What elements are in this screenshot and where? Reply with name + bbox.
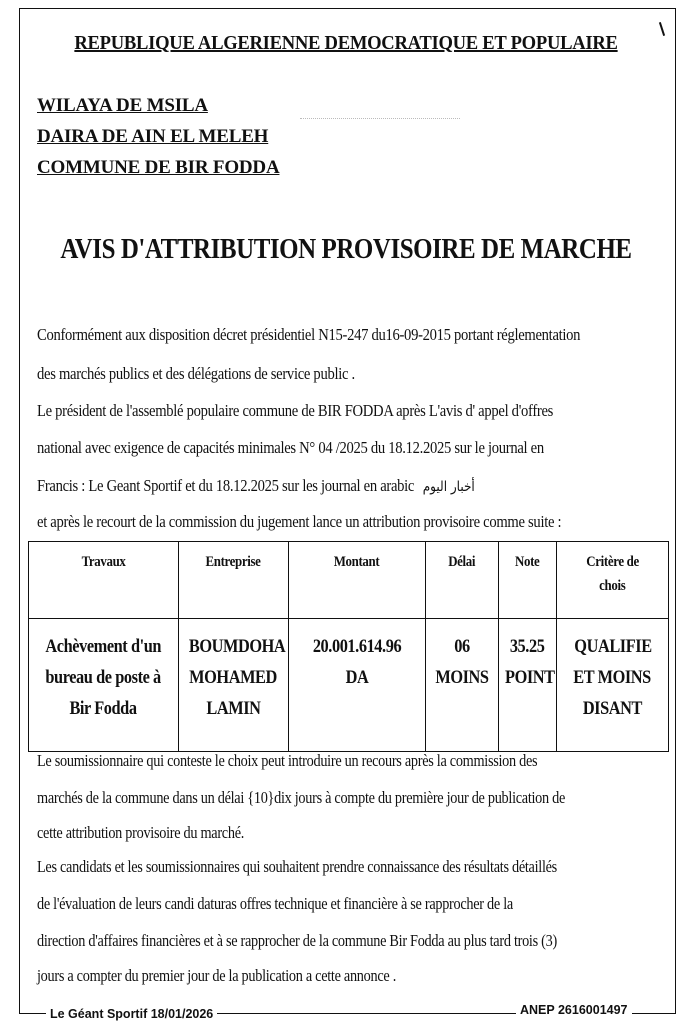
header-montant: Montant (289, 542, 426, 619)
header-critere: Critère de chois (557, 542, 669, 619)
intro-line-5-text: Francis : Le Geant Sportif et du 18.12.2025 sur les journal en arabic (37, 476, 415, 495)
intro-line-3: Le président de l'assemblé populaire commune de BIR FODDA après L'avis d' appel d'offres (37, 401, 554, 420)
daira-line: DAIRA DE AIN EL MELEH (37, 126, 269, 147)
republic-heading: REPUBLIQUE ALGERIENNE DEMOCRATIQUE ET POPULAIRE (74, 32, 618, 54)
header-travaux: Travaux (29, 542, 179, 619)
closing-line-6: direction d'affaires financières et à se rapprocher de la commune Bir Fodda au plus tard trois (3) (37, 931, 557, 950)
header-note: Note (499, 542, 557, 619)
wilaya-line: WILAYA DE MSILA (37, 95, 208, 116)
award-table (28, 541, 669, 752)
cell-delai: 06 MOINS (426, 619, 499, 752)
intro-line-4: national avec exigence de capacités minimales N° 04 /2025 du 18.12.2025 sur le journal en (37, 438, 544, 457)
faint-dotted-line (300, 118, 460, 119)
closing-line-5: de l'évaluation de leurs candi daturas offres technique et financière à se rapprocher de la (37, 894, 513, 913)
table-header-row (29, 542, 669, 619)
cell-note: 35.25 POINT (499, 619, 557, 752)
table-row (29, 619, 669, 752)
closing-line-7: jours a compter du premier jour de la publication a cette annonce . (37, 966, 396, 985)
cell-entreprise: BOUMDOHA MOHAMED LAMIN (179, 619, 289, 752)
closing-line-4: Les candidats et les soumissionnaires qui souhaitent prendre connaissance des résultats détaillés (37, 857, 557, 876)
cell-travaux: Achèvement d'un bureau de poste à Bir Fodda (29, 619, 179, 752)
intro-line-5 (37, 476, 475, 496)
closing-line-3: cette attribution provisoire du marché. (37, 823, 245, 842)
intro-line-1: Conformément aux disposition décret présidentiel N15-247 du16-09-2015 portant réglementation (37, 325, 581, 344)
cell-critere: QUALIFIE ET MOINS DISANT (557, 619, 669, 752)
intro-line-6: et après le recourt de la commission du jugement lance un attribution provisoire comme suite : (37, 512, 562, 531)
cell-montant: 20.001.614.96 DA (289, 619, 426, 752)
header-delai: Délai (426, 542, 499, 619)
publication-source: Le Géant Sportif 18/01/2026 (46, 1007, 217, 1021)
notice-title: AVIS D'ATTRIBUTION PROVISOIRE DE MARCHE (60, 233, 632, 265)
arabic-journal-name: أخبار اليوم (422, 479, 475, 495)
closing-line-1: Le soumissionnaire qui conteste le choix peut introduire un recours après la commission des (37, 751, 538, 770)
header-entreprise: Entreprise (179, 542, 289, 619)
closing-line-2: marchés de la commune dans un délai {10}dix jours à compte du première jour de publication de (37, 788, 566, 807)
intro-line-2: des marchés publics et des délégations de service public . (37, 364, 355, 383)
anep-reference: ANEP 2616001497 (516, 1003, 632, 1017)
commune-line: COMMUNE DE BIR FODDA (37, 157, 280, 178)
